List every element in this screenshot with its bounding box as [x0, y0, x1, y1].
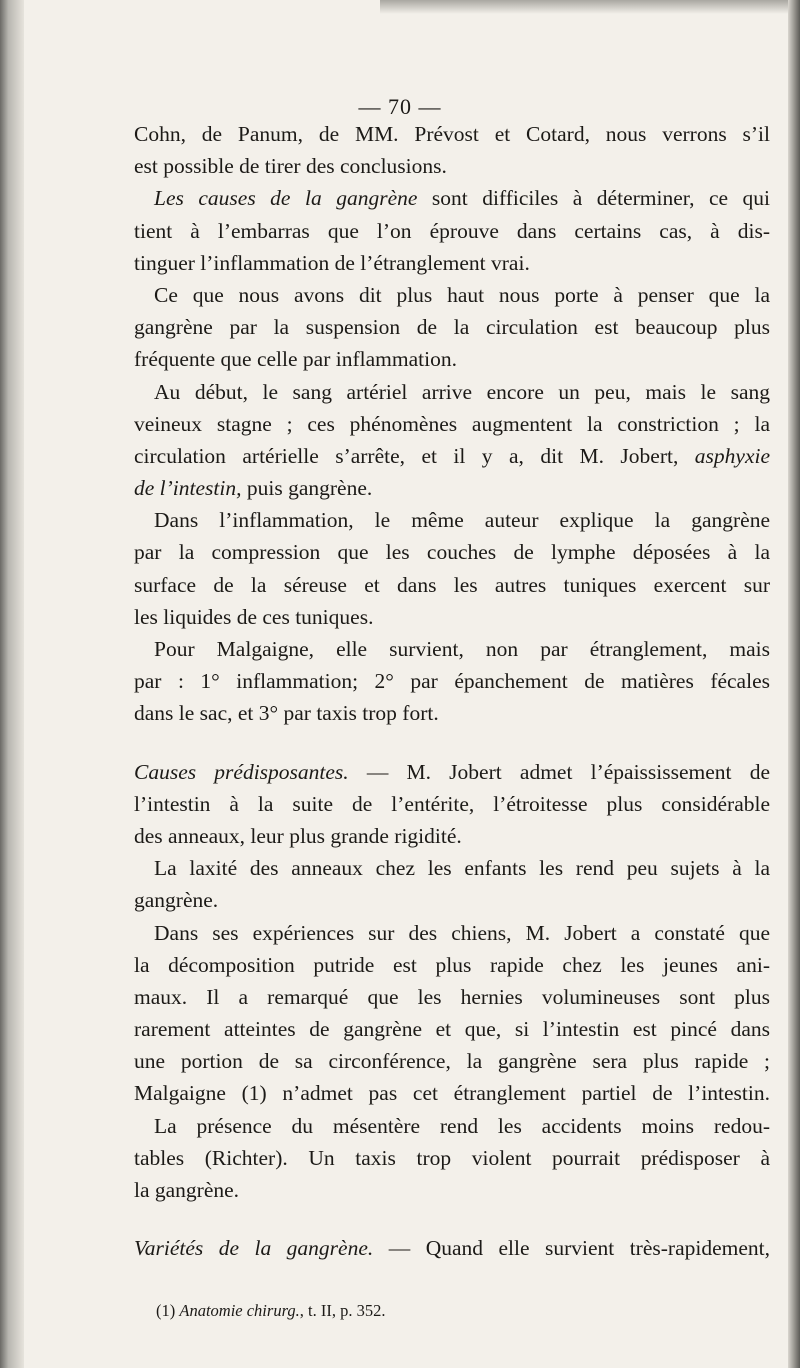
footnote: (1) Anatomie chirurg., t. II, p. 352.	[156, 1301, 386, 1321]
text-line: Les causes de la gangrène sont difficiles à déterminer, ce qui	[154, 186, 770, 211]
section-heading: Variétés de la gangrène.	[134, 1236, 374, 1261]
text-line: La présence du mésentère rend les accidents moins redou-	[154, 1113, 770, 1138]
text-line: Ce que nous avons dit plus haut nous porte à penser que la	[154, 282, 770, 307]
italic-phrase: Les causes de la gangrène	[154, 186, 418, 211]
section-heading: Causes prédisposantes.	[134, 759, 349, 784]
footnote-title: Anatomie chirurg.	[179, 1301, 300, 1321]
book-binding-shadow	[0, 0, 24, 1368]
text-line: circulation artérielle s’arrête, et il y a, dit M. Jobert, asphyxie	[134, 443, 770, 468]
text-line: gangrène.	[134, 888, 219, 913]
text-line: une portion de sa circonférence, la gangrène sera plus rapide ;	[134, 1049, 770, 1074]
text-line: la gangrène.	[134, 1178, 240, 1202]
text-line: maux. Il a remarqué que les hernies volumineuses sont plus	[134, 984, 770, 1009]
text-line: la décomposition putride est plus rapide chez les jeunes ani-	[134, 952, 770, 977]
text-line: de l’intestin, puis gangrène.	[134, 476, 373, 501]
text-line: Variétés de la gangrène. — Quand elle survient très-rapidement,	[134, 1236, 770, 1261]
text-line: par : 1° inflammation; 2° par épanchement de matières fécales	[134, 669, 770, 694]
page-edge-shadow	[380, 0, 800, 14]
text-line: Malgaigne (1) n’admet pas cet étranglement partiel de l’intestin.	[134, 1081, 770, 1106]
text-line: Dans l’inflammation, le même auteur explique la gangrène	[154, 508, 770, 533]
text-line: rarement atteintes de gangrène et que, si l’intestin est pincé dans	[134, 1017, 770, 1042]
text-line: par la compression que les couches de lymphe déposées à la	[134, 540, 770, 565]
text-line: veineux stagne ; ces phénomènes augmentent la constriction ; la	[134, 411, 770, 436]
text-line: fréquente que celle par inflammation.	[134, 347, 457, 372]
text-line: Pour Malgaigne, elle survient, non par étranglement, mais	[154, 637, 770, 661]
text-line: La laxité des anneaux chez les enfants les rend peu sujets à la	[154, 856, 770, 881]
text-line: tables (Richter). Un taxis trop violent pourrait prédisposer à	[134, 1145, 770, 1170]
text-line: l’intestin à la suite de l’entérite, l’étroitesse plus considérable	[134, 791, 770, 816]
italic-phrase: de l’intestin,	[134, 476, 242, 501]
italic-phrase: asphyxie	[694, 443, 770, 468]
text-line: dans le sac, et 3° par taxis trop fort.	[134, 701, 439, 726]
text-line: est possible de tirer des conclusions.	[134, 154, 447, 179]
text-line: Dans ses expériences sur des chiens, M. Jobert a constaté que	[154, 920, 770, 945]
text-line: des anneaux, leur plus grande rigidité.	[134, 823, 462, 848]
text-line: gangrène par la suspension de la circulation est beaucoup plus	[134, 315, 770, 340]
text-line: tient à l’embarras que l’on éprouve dans certains cas, à dis-	[134, 218, 770, 243]
text-line: Causes prédisposantes. — M. Jobert admet l’épaississement de	[134, 759, 770, 784]
text-line: surface de la séreuse et dans les autres tuniques exercent sur	[134, 572, 770, 597]
page-number: — 70 —	[358, 94, 442, 119]
page-edge	[788, 0, 800, 1368]
body-text	[134, 118, 770, 1324]
text-line: tinguer l’inflammation de l’étranglement vrai.	[134, 250, 530, 275]
text-line: Au début, le sang artériel arrive encore un peu, mais le sang	[154, 379, 770, 404]
text-line: Cohn, de Panum, de MM. Prévost et Cotard, nous verrons s’il	[134, 122, 770, 146]
text-line: les liquides de ces tuniques.	[134, 604, 374, 629]
